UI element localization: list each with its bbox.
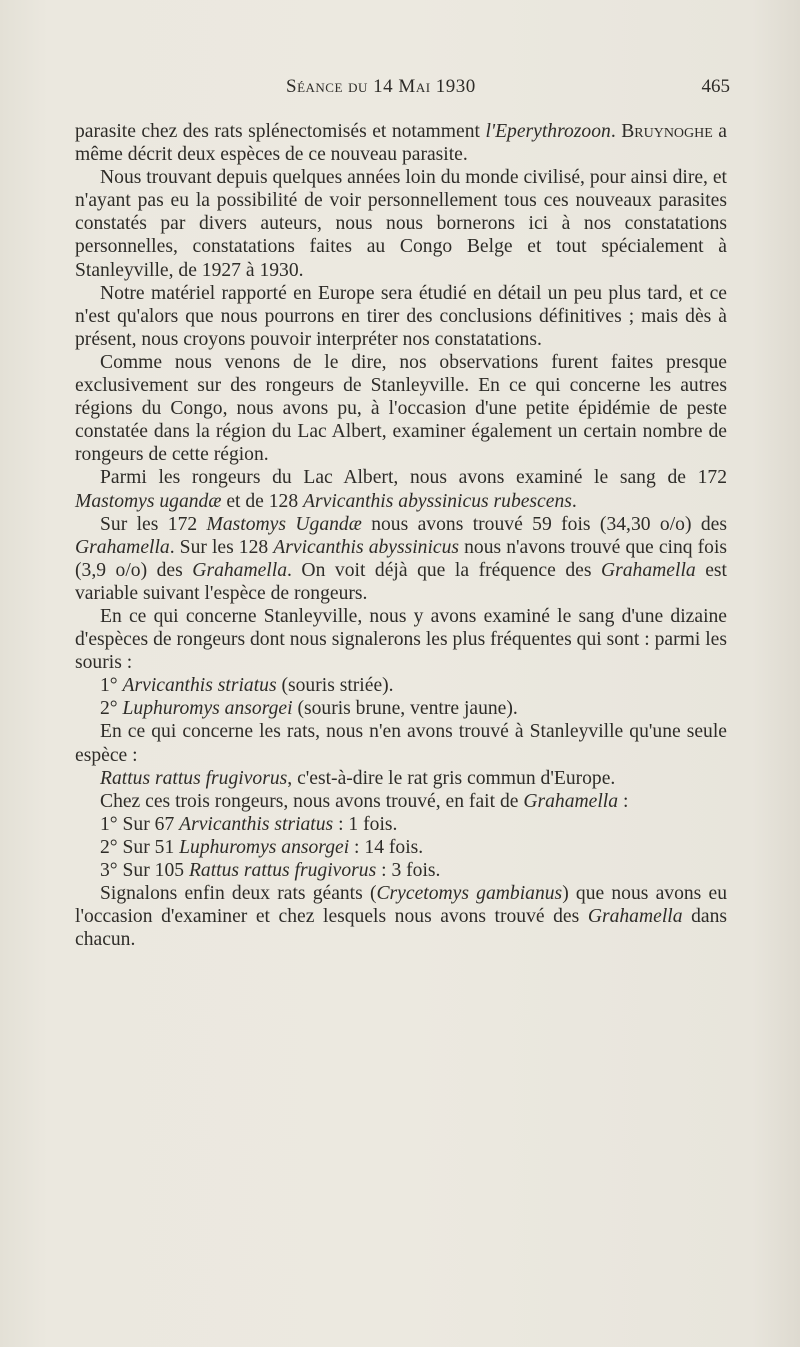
paragraph-5 [75,466,727,512]
count-item-3 [75,859,727,882]
species-name: Arvicanthis abyssinicus rubescens [303,490,572,512]
text-run: ) que nous avons eu l'occasion d'examiner et chez lesquels nous avons trouvé des [75,883,727,928]
paragraph-7: En ce qui concerne Stanleyville, nous y avons examiné le sang d'une dizaine d'espèces de rongeurs dont nous signalerons les plus fréquentes qui sont : parmi les souris : [75,605,727,674]
species-name: Arvicanthis striatus [122,675,277,697]
text-run: . [571,490,577,512]
text-run: : 1 fois. [333,813,398,835]
paragraph-11 [75,767,727,790]
genus-name: Grahamella [587,906,683,928]
paragraph-4: Comme nous venons de le dire, nos observations furent faites presque exclusivement sur des rongeurs de Stanleyville. En ce qui concerne les autres régions du Congo, nous avons pu, à l'occasion d'une petite épidémie de peste constatée dans la région du Lac Albert, examiner également un certain nombre de rongeurs de cette région. [75,351,727,466]
page-number: 465 [701,76,730,97]
paragraph-2: Nous trouvant depuis quelques années loin du monde civilisé, pour ainsi dire, et n'ayant pas eu la possibilité de voir personnellement tous ces nouveaux parasites constatés par divers auteurs, nous nous bornerons ici à nos constatations personnelles, constatations faites au Congo Belge et tout spécialement à Stanleyville, de 1927 à 1930. [75,167,727,281]
count-item-2 [75,836,727,859]
text-run: : [618,790,629,812]
paragraph-1 [75,120,727,166]
species-name: Arvicanthis striatus [179,813,334,835]
text-run: . Sur les 128 [169,536,274,558]
genus-name: Grahamella [192,559,287,581]
text-run: parasite chez des rats splénectomisés et notamment [75,121,486,142]
text-run: 2° Sur 51 [100,836,180,858]
text-run: : 3 fois. [376,860,441,881]
paragraph-10: En ce qui concerne les rats, nous n'en avons trouvé à Stanleyville qu'une seule espèce : [75,721,727,766]
text-run: (souris striée). [276,675,394,697]
text-run: est variable suivant l'espèce de rongeurs. [75,559,727,604]
paragraph-16 [75,882,727,951]
paragraph-12 [75,790,727,813]
text-run: (souris brune, ventre jaune). [292,698,518,720]
text-run: 3° Sur 105 [100,860,189,881]
species-name: Arvicanthis abyssinicus [273,536,460,558]
text-run: , c'est-à-dire le rat gris commun d'Europe. [287,767,616,789]
text-run: 1° Sur 67 [100,813,180,835]
text-run: dans chacun. [75,906,727,951]
genus-name: Grahamella [600,559,696,581]
text-run: . On voit déjà que la fréquence des [287,559,601,581]
text-run: et de 128 [221,490,304,512]
species-name: Crycetomys gambianus [376,883,563,905]
running-title: Séance du 14 Mai 1930 [286,76,476,97]
genus-name: Grahamella [523,790,619,812]
text-run: Signalons enfin deux rats géants ( [100,883,377,905]
species-name: Luphuromys ansorgei [122,698,293,720]
list-item-2 [75,697,727,720]
genus-name: Grahamella [75,536,170,558]
text-run: Chez ces trois rongeurs, nous avons trouvé, en fait de [100,790,524,812]
species-name: Mastomys Ugandæ [206,513,362,535]
text-run: nous n'avons trouvé que cinq fois (3,9 o/o) des [75,536,728,581]
list-item-1 [75,674,727,697]
paragraph-6 [75,513,727,605]
species-name: l'Eperythrozoon [485,121,611,142]
text-run: Parmi les rongeurs du Lac Albert, nous avons examiné le sang de 172 [100,467,727,489]
text-run: : 14 fois. [349,836,424,858]
body-text [75,120,727,951]
text-run: 1° [100,675,123,697]
text-run: nous avons trouvé 59 fois (34,30 o/o) des [361,513,727,535]
text-run: 2° [100,698,123,720]
species-name: Mastomys ugandæ [75,490,222,512]
species-name: Rattus rattus frugivorus [100,767,288,789]
text-run: a même décrit deux espèces de ce nouveau parasite. [75,121,727,166]
count-item-1 [75,813,727,836]
author-name: Bruynoghe [621,121,713,142]
text-run: . [610,121,622,142]
text-run: Sur les 172 [100,513,207,535]
species-name: Luphuromys ansorgei [179,836,350,858]
paragraph-3: Notre matériel rapporté en Europe sera étudié en détail un peu plus tard, et ce n'est qu'alors que nous pourrons en tirer des conclusions définitives ; mais dès à présent, nous croyons pouvoir interpréter nos constatations. [75,282,727,350]
species-name: Rattus rattus frugivorus [188,860,377,881]
